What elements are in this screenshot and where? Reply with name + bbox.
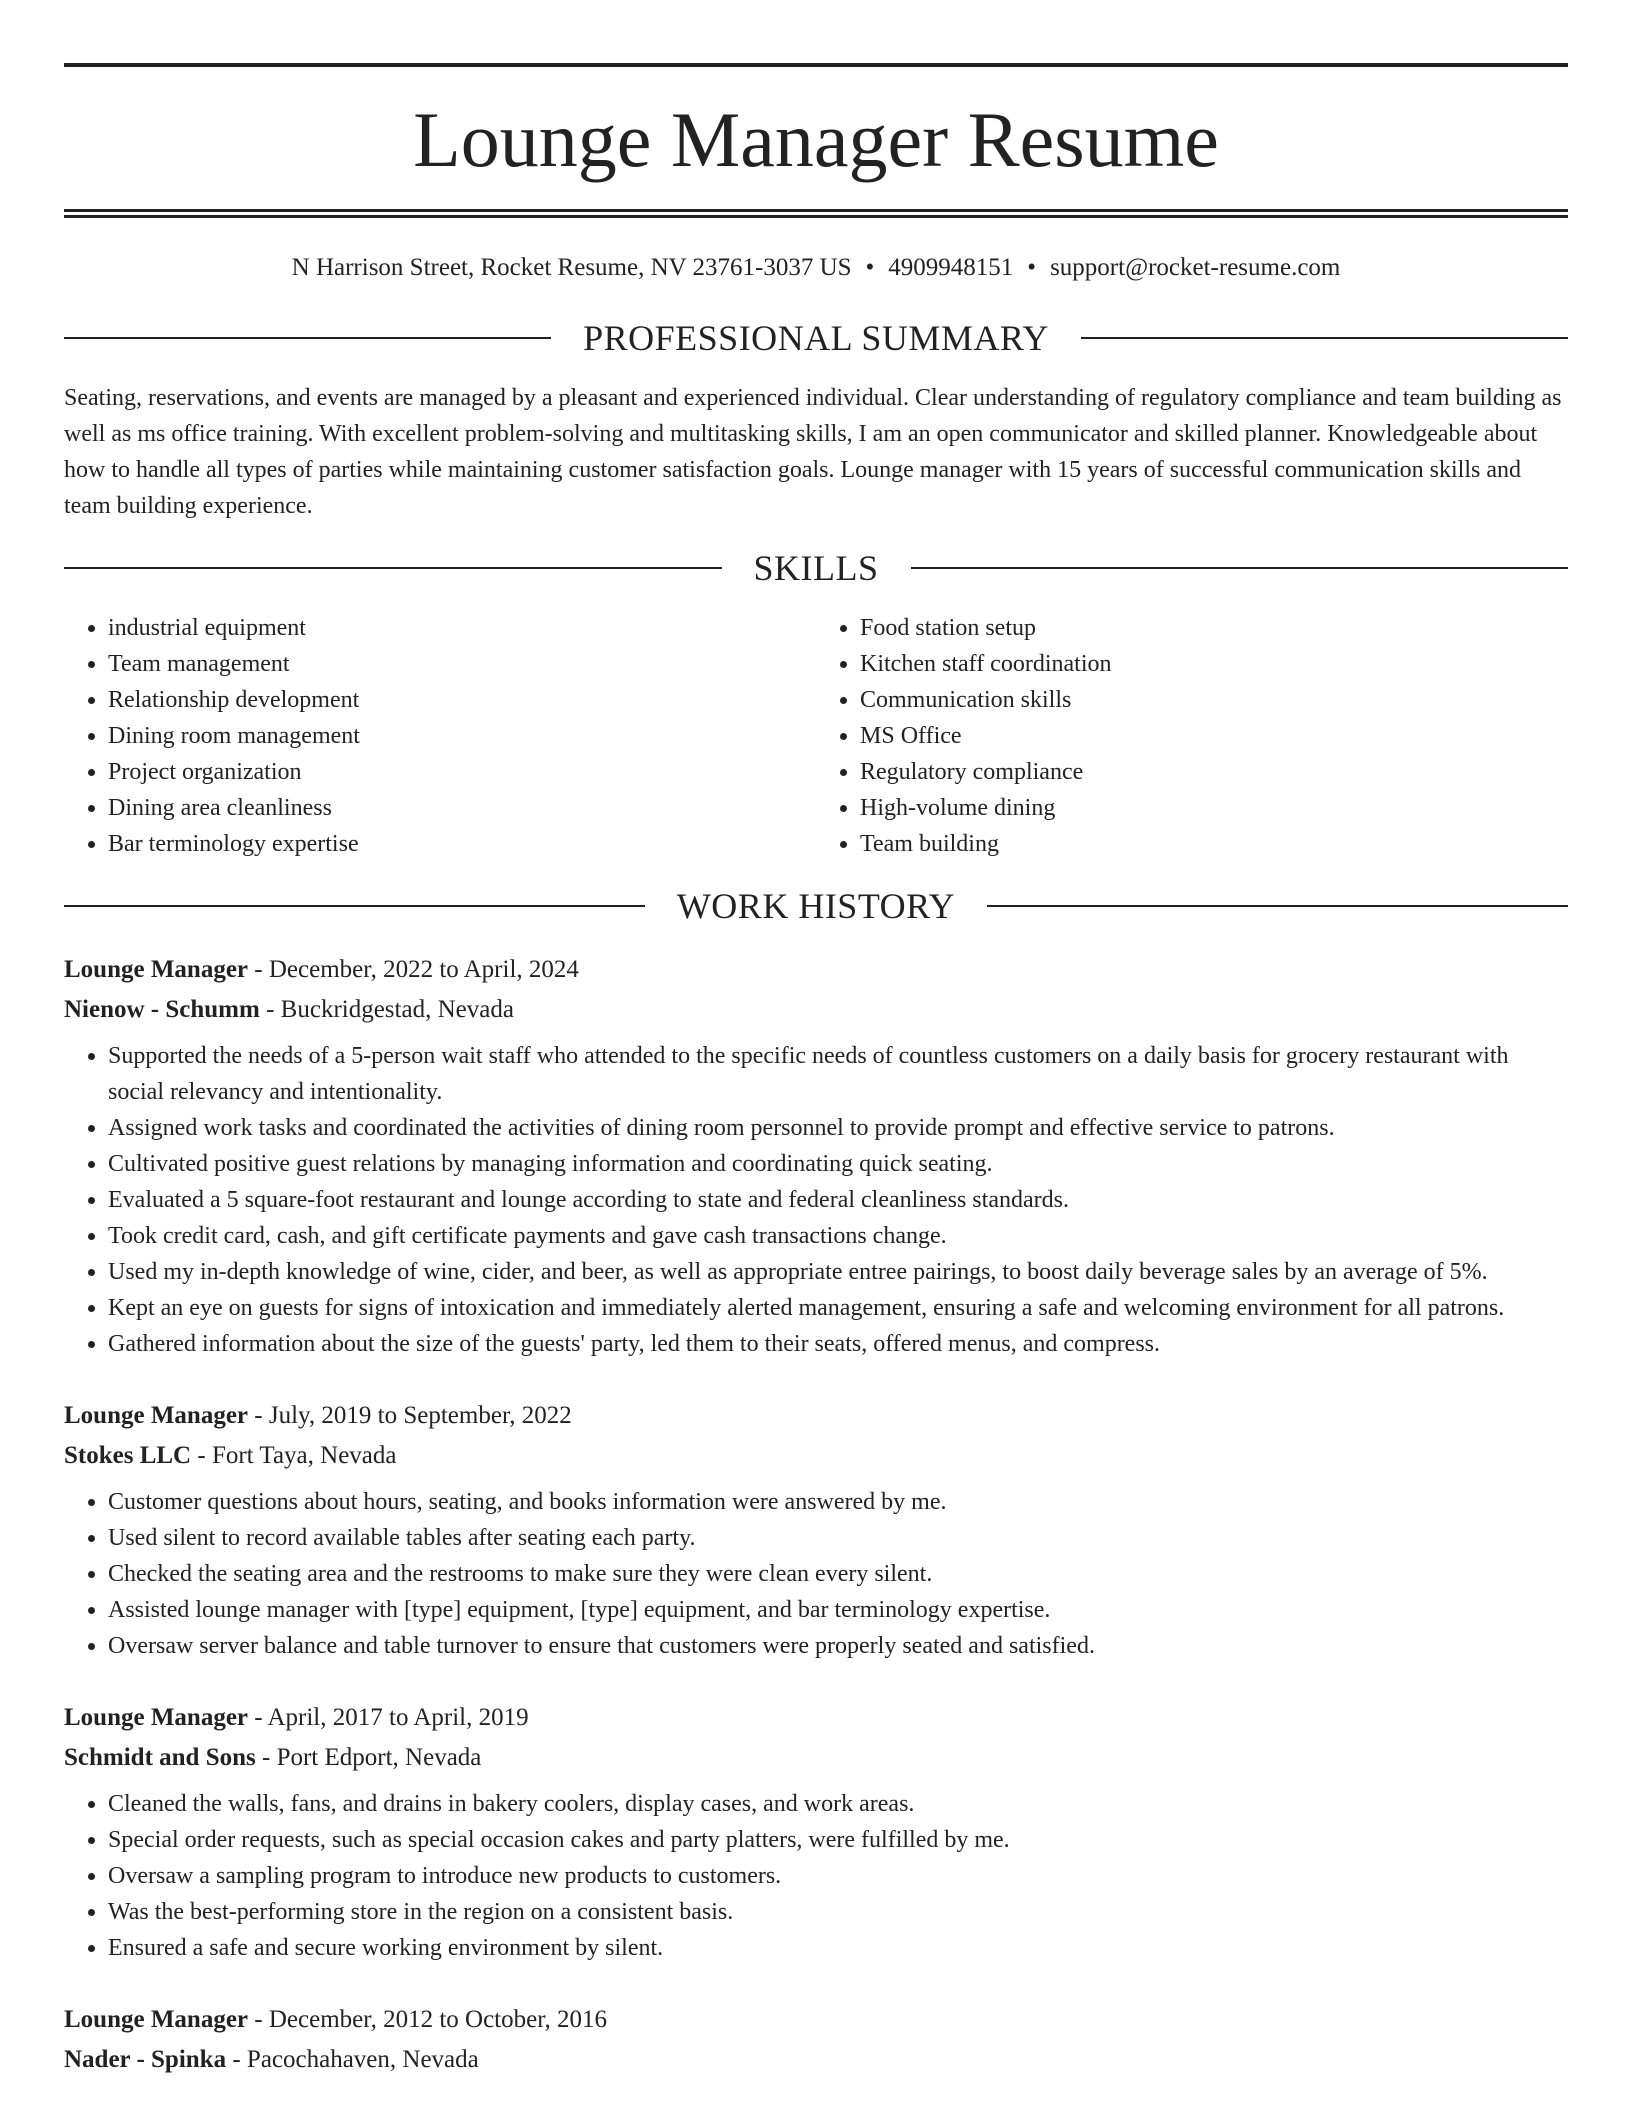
job-title-line <box>64 1396 1568 1436</box>
list-item: • Kept an eye on guests for signs of intoxication and immediately alerted management, ensuring a safe and welcoming environment for all patrons. <box>108 1290 1568 1326</box>
job-location: - Fort Taya, Nevada <box>191 1442 397 1469</box>
list-item: • industrial equipment <box>108 610 816 646</box>
list-item: • Dining area cleanliness <box>108 790 816 826</box>
contact-line <box>64 254 1568 294</box>
work-heading-label: WORK HISTORY <box>676 886 956 926</box>
job-entry <box>64 2000 1568 2080</box>
job-title: Lounge Manager <box>64 2006 249 2033</box>
job-company: Nienow - Schumm <box>64 996 260 1023</box>
work-history-list <box>64 950 1568 2080</box>
job-dates: - December, 2022 to April, 2024 <box>248 956 579 983</box>
job-title: Lounge Manager <box>64 1402 249 1429</box>
heading-rule-right <box>987 905 1568 907</box>
skills-column-left <box>64 610 816 862</box>
job-location: - Pacochahaven, Nevada <box>226 2046 479 2073</box>
list-item: • Bar terminology expertise <box>108 826 816 862</box>
list-item: • Relationship development <box>108 682 816 718</box>
job-company: Stokes LLC <box>64 1442 192 1469</box>
skills-heading-label: SKILLS <box>753 548 879 588</box>
work-section-heading <box>64 876 1568 936</box>
contact-phone: 4909948151 <box>888 254 1014 281</box>
job-company-line <box>64 990 1568 1030</box>
list-item: • MS Office <box>860 718 1568 754</box>
job-entry <box>64 1396 1568 1664</box>
job-dates: - December, 2012 to October, 2016 <box>248 2006 608 2033</box>
contact-address: N Harrison Street, Rocket Resume, NV 23761-3037 US <box>291 254 852 281</box>
job-bullets <box>64 1038 1568 1362</box>
list-item: • Food station setup <box>860 610 1568 646</box>
list-item: • Gathered information about the size of the guests' party, led them to their seats, offered menus, and compress. <box>108 1326 1568 1362</box>
job-bullets <box>64 1484 1568 1664</box>
job-entry <box>64 950 1568 1362</box>
list-item: • Oversaw server balance and table turnover to ensure that customers were properly seated and satisfied. <box>108 1628 1568 1664</box>
list-item: • Assigned work tasks and coordinated the activities of dining room personnel to provide prompt and effective service to patrons. <box>108 1110 1568 1146</box>
contact-separator: • <box>1027 254 1037 281</box>
list-item: • Ensured a safe and secure working environment by silent. <box>108 1930 1568 1966</box>
heading-rule-left <box>64 905 645 907</box>
job-company: Nader - Spinka <box>64 2046 227 2073</box>
list-item: • Dining room management <box>108 718 816 754</box>
list-item: • Used silent to record available tables after seating each party. <box>108 1520 1568 1556</box>
job-company: Schmidt and Sons <box>64 1744 256 1771</box>
list-item: • Regulatory compliance <box>860 754 1568 790</box>
heading-rule-right <box>911 567 1569 569</box>
job-title: Lounge Manager <box>64 956 249 983</box>
list-item: • Cleaned the walls, fans, and drains in bakery coolers, display cases, and work areas. <box>108 1786 1568 1822</box>
list-item: • Project organization <box>108 754 816 790</box>
list-item: • Oversaw a sampling program to introduce new products to customers. <box>108 1858 1568 1894</box>
skills-column-right <box>816 610 1568 862</box>
job-location: - Port Edport, Nevada <box>255 1744 482 1771</box>
list-item: • Cultivated positive guest relations by managing information and coordinating quick seating. <box>108 1146 1568 1182</box>
summary-heading-label: PROFESSIONAL SUMMARY <box>583 318 1049 358</box>
heading-rule-left <box>64 567 722 569</box>
summary-text: Seating, reservations, and events are managed by a pleasant and experienced individual. Clear understanding of regulatory compliance and team building as well as ms office training. With excellent problem-solving and multitasking skills, I am an open communicator and skilled planner. Knowledgeable about how to handle all types of parties while maintaining customer satisfaction goals. Lounge manager with 15 years of successful communication skills and team building experience. <box>64 385 1562 519</box>
list-item: • Took credit card, cash, and gift certificate payments and gave cash transactions change. <box>108 1218 1568 1254</box>
job-company-line <box>64 1738 1568 1778</box>
contact-separator: • <box>865 254 875 281</box>
heading-rule-left <box>64 337 551 339</box>
job-location: - Buckridgestad, Nevada <box>259 996 514 1023</box>
summary-section-heading <box>64 308 1568 368</box>
job-company-line <box>64 1436 1568 1476</box>
list-item: • Special order requests, such as special occasion cakes and party platters, were fulfilled by me. <box>108 1822 1568 1858</box>
list-item: • Used my in-depth knowledge of wine, cider, and beer, as well as appropriate entree pairings, to boost daily beverage sales by an average of 5%. <box>108 1254 1568 1290</box>
job-title-line <box>64 950 1568 990</box>
list-item: • Was the best-performing store in the region on a consistent basis. <box>108 1894 1568 1930</box>
top-rule <box>64 63 1568 67</box>
job-company-line <box>64 2040 1568 2080</box>
contact-email: support@rocket-resume.com <box>1050 254 1341 281</box>
title-double-rule <box>64 209 1568 218</box>
list-item: • Checked the seating area and the restrooms to make sure they were clean every silent. <box>108 1556 1568 1592</box>
list-item: • Team building <box>860 826 1568 862</box>
heading-rule-right <box>1081 337 1568 339</box>
skills-section-heading <box>64 538 1568 598</box>
list-item: • Assisted lounge manager with [type] equipment, [type] equipment, and bar terminology expertise. <box>108 1592 1568 1628</box>
page-title: Lounge Manager Resume <box>413 96 1219 183</box>
list-item: • Supported the needs of a 5-person wait staff who attended to the specific needs of countless customers on a daily basis for grocery restaurant with social relevancy and intentionality. <box>108 1038 1568 1110</box>
job-title: Lounge Manager <box>64 1704 249 1731</box>
job-dates: - July, 2019 to September, 2022 <box>248 1402 572 1429</box>
list-item: • Kitchen staff coordination <box>860 646 1568 682</box>
list-item: • Communication skills <box>860 682 1568 718</box>
list-item: • Team management <box>108 646 816 682</box>
skills-list <box>64 610 1568 862</box>
job-bullets <box>64 1786 1568 1966</box>
list-item: • High-volume dining <box>860 790 1568 826</box>
job-dates: - April, 2017 to April, 2019 <box>248 1704 529 1731</box>
list-item: • Customer questions about hours, seating, and books information were answered by me. <box>108 1484 1568 1520</box>
job-title-line <box>64 2000 1568 2040</box>
list-item: • Evaluated a 5 square-foot restaurant and lounge according to state and federal cleanliness standards. <box>108 1182 1568 1218</box>
job-title-line <box>64 1698 1568 1738</box>
job-entry <box>64 1698 1568 1966</box>
